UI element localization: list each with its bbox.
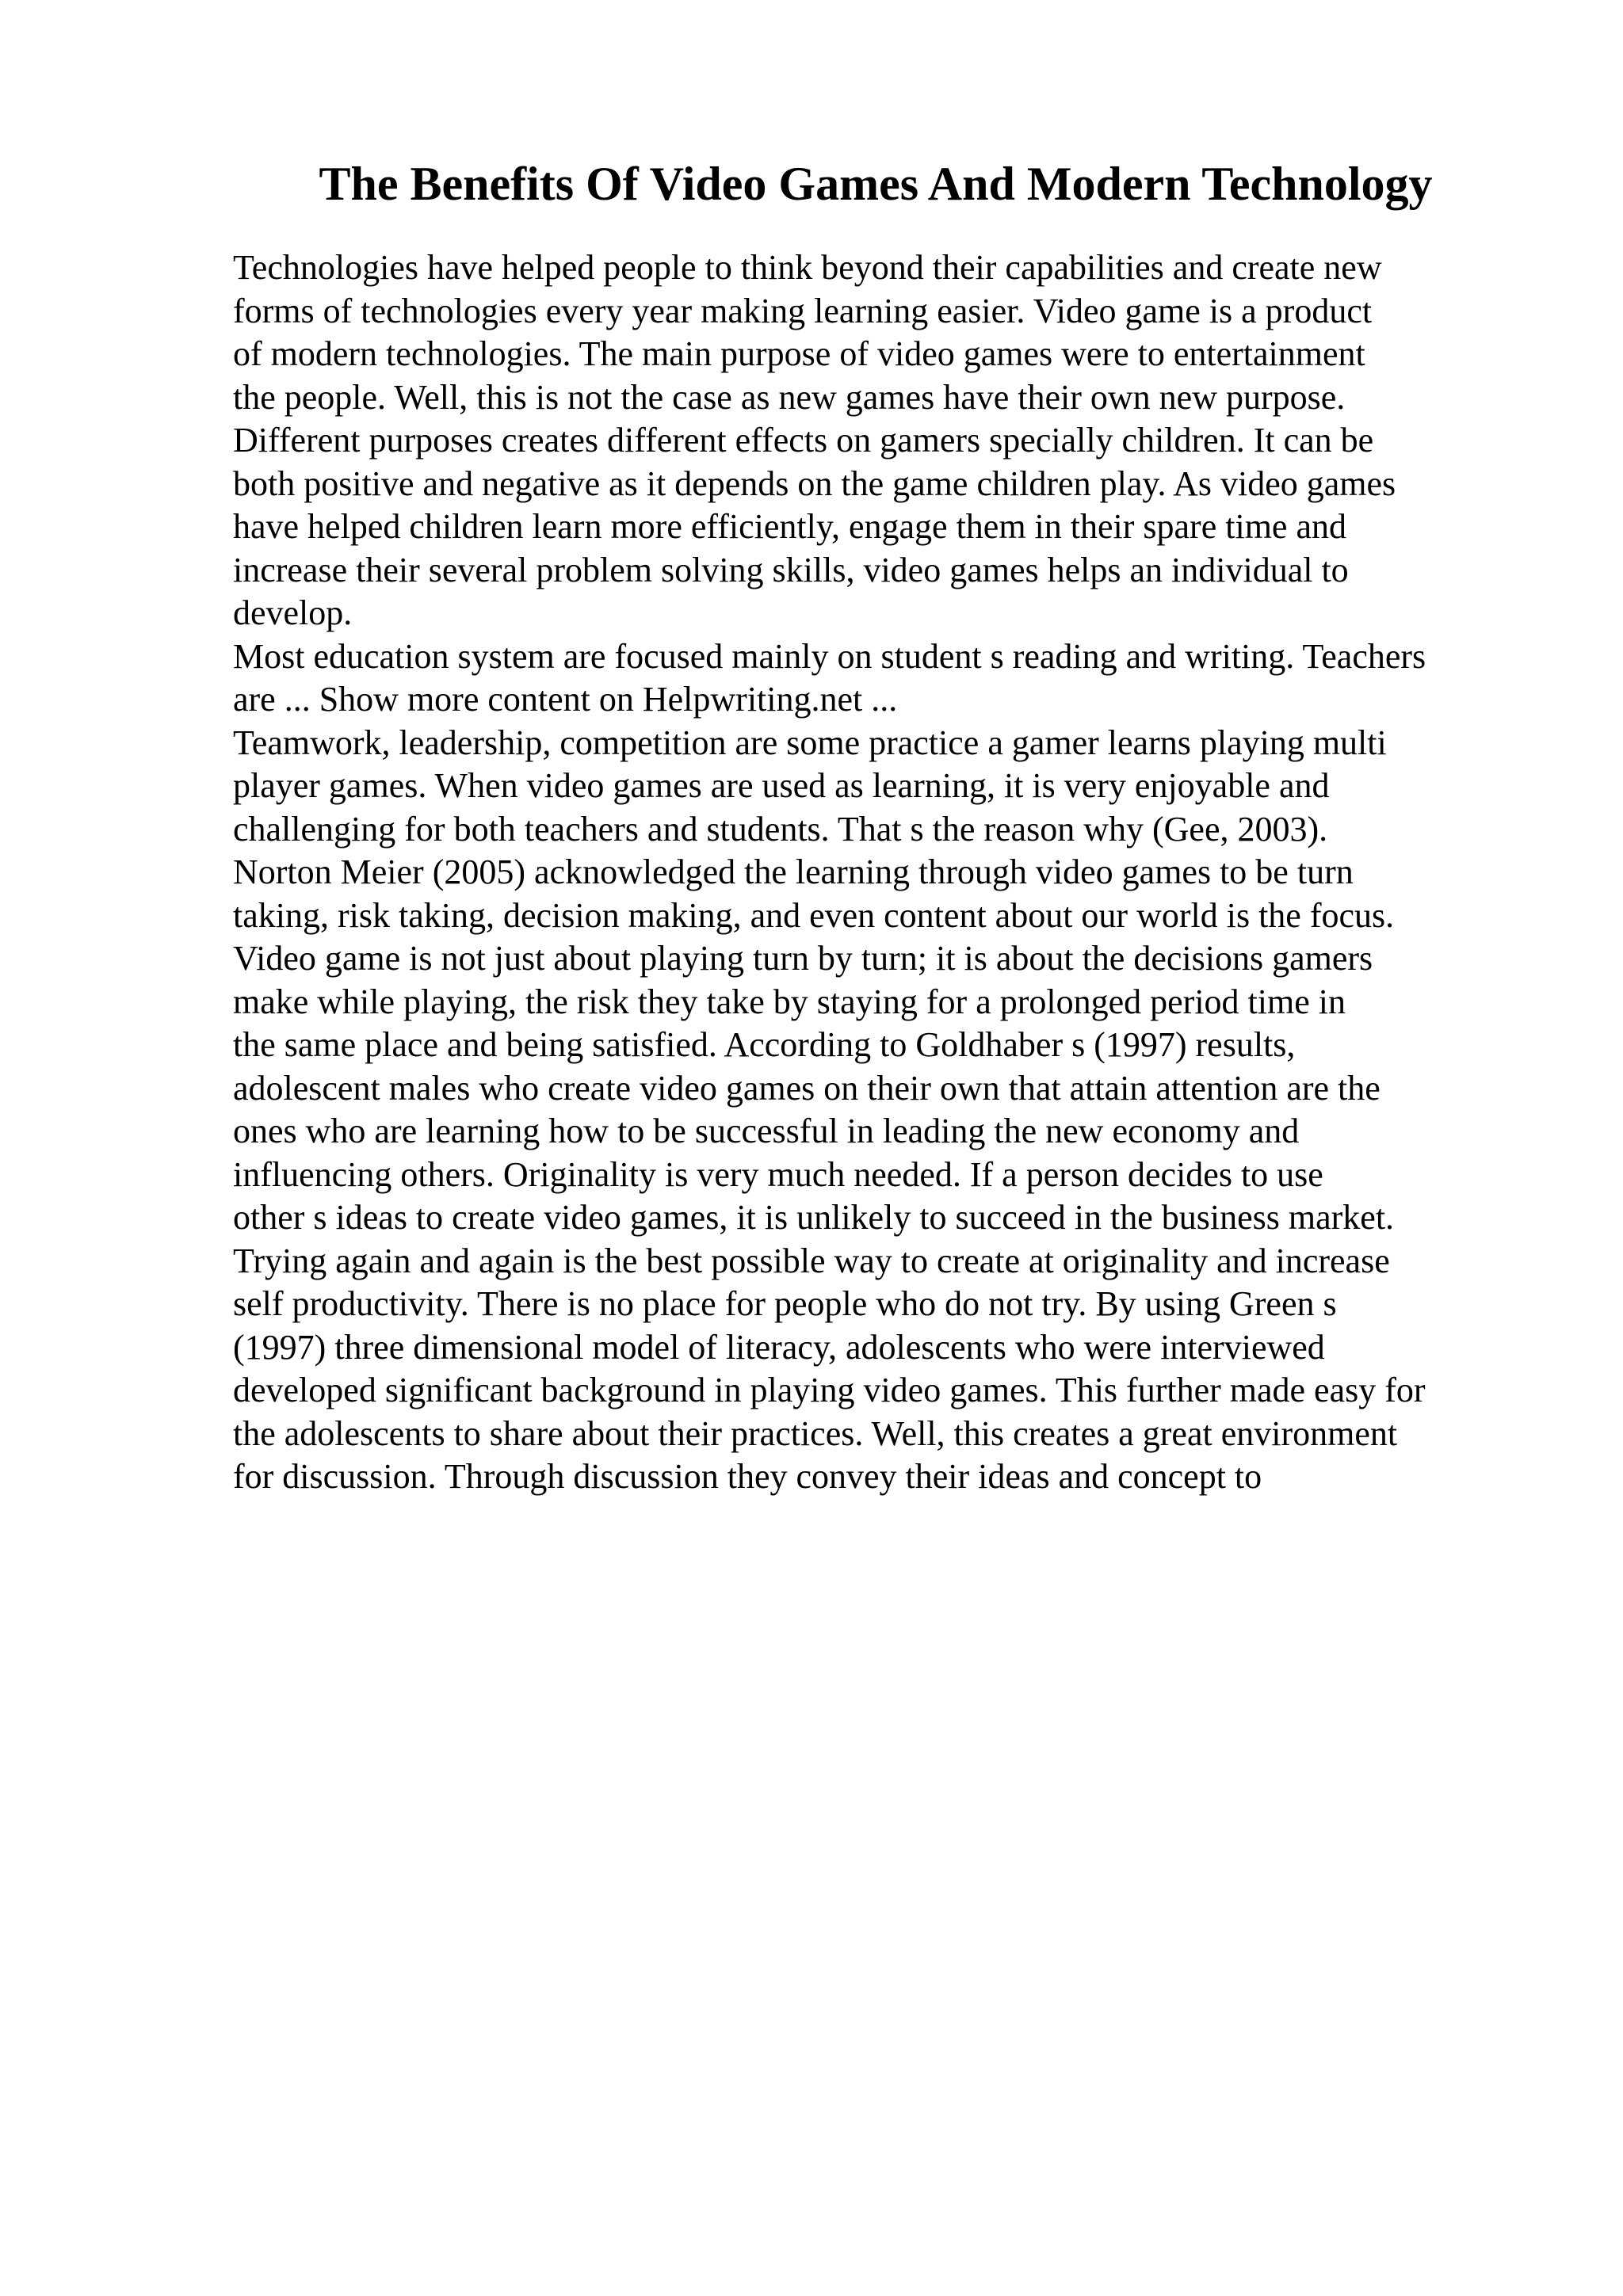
document-body [233,246,1580,1499]
body-line: Teamwork, leadership, competition are some practice a gamer learns playing multi [233,723,1387,762]
body-line: both positive and negative as it depends on the game children play. As video games [233,463,1396,503]
body-line: the adolescents to share about their practices. Well, this creates a great environment [233,1413,1398,1453]
body-line: Different purposes creates different effects on gamers specially children. It can be [233,421,1374,460]
body-line: the people. Well, this is not the case as new games have their own new purpose. [233,377,1346,417]
body-line: the same place and being satisfied. According to Goldhaber s (1997) results, [233,1025,1296,1064]
body-line: developed significant background in playing video games. This further made easy for [233,1371,1426,1409]
body-line: Most education system are focused mainly on student s reading and writing. Teachers [233,636,1426,676]
body-line: player games. When video games are used as learning, it is very enjoyable and [233,766,1330,805]
body-line: forms of technologies every year making learning easier. Video game is a product [233,291,1373,330]
body-line: Trying again and again is the best possible way to create at originality and increase [233,1241,1390,1280]
body-line: Video game is not just about playing turn by turn; it is about the decisions gamers [233,939,1373,978]
body-line: Technologies have helped people to think beyond their capabilities and create new [233,248,1382,287]
body-line: ones who are learning how to be successful in leading the new economy and [233,1112,1300,1150]
body-line: influencing others. Originality is very much needed. If a person decides to use [233,1154,1323,1194]
body-line: challenging for both teachers and students. That s the reason why (Gee, 2003). [233,809,1328,849]
body-line: Norton Meier (2005) acknowledged the learning through video games to be turn [233,852,1354,891]
body-line: of modern technologies. The main purpose of video games were to entertainment [233,334,1365,373]
document-title: The Benefits Of Video Games And Modern Technology [319,158,1433,210]
body-line: (1997) three dimensional model of literacy, adolescents who were interviewed [233,1327,1325,1367]
body-line: other s ideas to create video games, it is unlikely to succeed in the business market. [233,1198,1395,1237]
body-line: increase their several problem solving skills, video games helps an individual to [233,550,1349,589]
body-line: develop. [233,593,353,632]
show-more-line: are ... Show more content on Helpwriting.net ... [233,680,898,719]
body-line: make while playing, the risk they take by staying for a prolonged period time in [233,982,1346,1021]
body-line: self productivity. There is no place for people who do not try. By using Green s [233,1284,1337,1323]
body-line: adolescent males who create video games on their own that attain attention are the [233,1068,1381,1108]
body-line: taking, risk taking, decision making, and even content about our world is the focus. [233,895,1395,935]
body-line: for discussion. Through discussion they convey their ideas and concept to [233,1457,1262,1496]
body-line: have helped children learn more efficiently, engage them in their spare time and [233,507,1346,546]
